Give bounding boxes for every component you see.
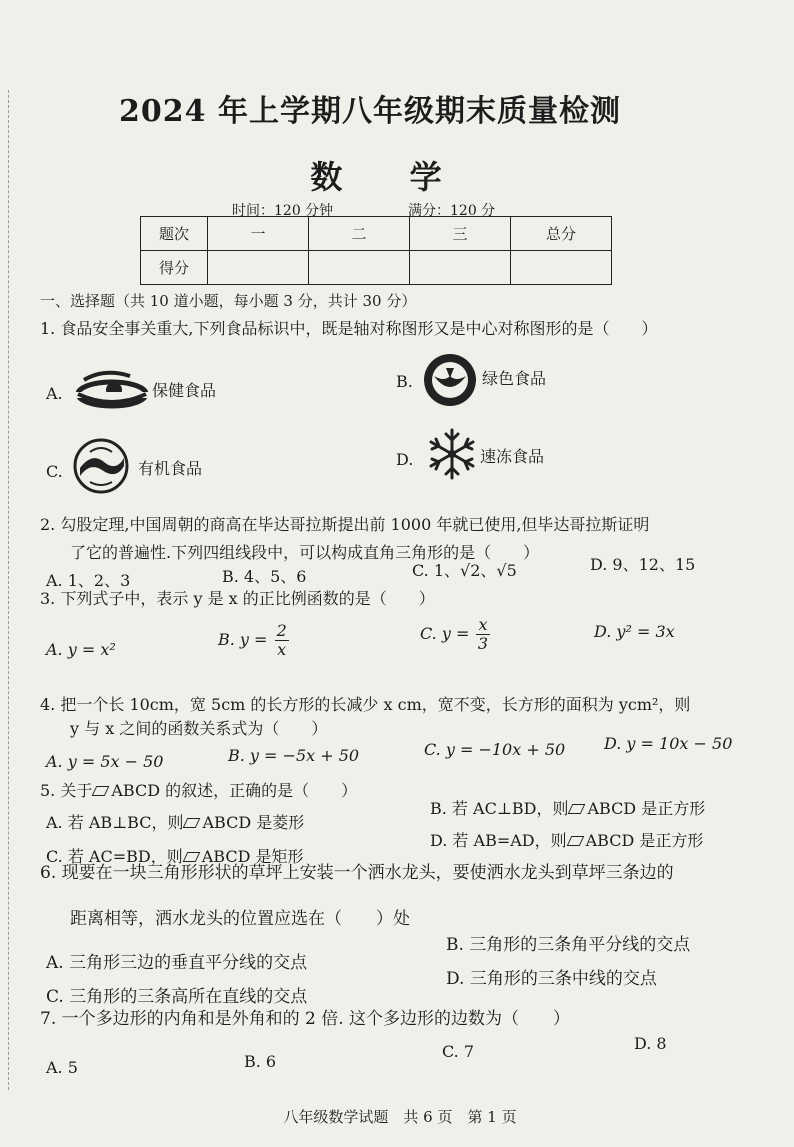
fraction-denominator: 3 [477,634,489,653]
q6-option-c: C. 三角形的三条高所在直线的交点 [46,987,308,1007]
page-footer: 八年级数学试题 共 6 页 第 1 页 [283,1108,517,1126]
score-table [140,216,612,285]
q4-option-c: C. y = −10x + 50 [424,740,566,759]
question-6-stem-line2: 距离相等，洒水龙头的位置应选在（ ）处 [70,909,410,929]
score-table-header-row [141,217,612,251]
organic-food-logo-icon [72,438,130,494]
score-cell: 题次 [141,217,208,251]
question-5-stem [40,778,357,801]
q5-option-c-part1: C. 若 AC=BD，则 [46,847,183,866]
q6-option-a: A. 三角形三边的垂直平分线的交点 [46,953,308,973]
q3-option-c-fraction [476,616,489,653]
question-4-stem-line2: y 与 x 之间的函数关系式为（ ） [70,719,328,738]
score-input-cell [208,251,309,285]
q5-option-b-part1: B. 若 AC⊥BD，则 [430,799,569,818]
q5-option-a-part2: ABCD 是菱形 [202,813,305,832]
score-cell: 总分 [511,217,612,251]
q2-option-c: C. 1、√2、√5 [412,561,517,580]
fraction-numerator: 2 [276,621,287,640]
q4-option-a: A. y = 5x − 50 [46,752,164,771]
snowflake-icon [426,428,478,480]
q5-stem-part1: 5. 关于 [40,781,93,800]
q1-option-d-text: 速冻食品 [480,447,545,466]
q1-option-c-label: C. [46,462,63,481]
score-table-score-row [141,251,612,285]
fraction-numerator: x [478,615,488,634]
parallelogram-icon [568,804,586,814]
parallelogram-icon [183,818,201,828]
q6-option-d: D. 三角形的三条中线的交点 [446,969,657,989]
q5-stem-part2: ABCD 的叙述，正确的是（ ） [111,781,358,800]
q3-option-c [420,616,492,653]
q7-option-a: A. 5 [46,1058,78,1077]
fraction-denominator: x [277,640,287,659]
q4-option-d: D. y = 10x − 50 [604,734,733,753]
page-title: 2024 年上学期八年级期末质量检测 [119,94,621,129]
q5-option-c-part2: ABCD 是矩形 [201,847,304,866]
q1-option-b-text: 绿色食品 [482,369,547,388]
q3-option-b-fraction [275,622,289,659]
q5-option-b-part2: ABCD 是正方形 [587,799,706,818]
q2-option-b: B. 4、5、6 [222,567,307,586]
green-food-logo-icon [422,352,478,408]
binding-line [8,90,9,1090]
question-1-stem: 1. 食品安全事关重大,下列食品标识中，既是轴对称图形又是中心对称图形的是（ ） [40,319,658,338]
score-cell: 三 [410,217,511,251]
q1-option-b-label: B. [396,372,413,391]
q1-option-a-label: A. [46,384,63,403]
q3-option-b [218,622,291,659]
q1-option-a-text: 保健食品 [152,381,217,400]
section-heading: 一、选择题（共 10 道小题，每小题 3 分，共计 30 分） [40,292,417,310]
exam-time: 时间：120 分钟 [232,203,334,219]
question-7-stem: 7. 一个多边形的内角和是外角和的 2 倍. 这个多边形的边数为（ ） [40,1009,571,1029]
q2-option-a: A. 1、2、3 [46,571,131,590]
q5-option-a-part1: A. 若 AB⊥BC，则 [46,813,184,832]
q2-option-d: D. 9、12、15 [590,555,696,574]
subject-title: 数 学 [310,158,470,196]
q1-option-d-label: D. [396,450,414,469]
parallelogram-icon [92,786,110,796]
question-4-stem-line1: 4. 把一个长 10cm，宽 5cm 的长方形的长减少 x cm，宽不变，长方形的面积为 ycm²，则 [40,695,691,714]
q5-option-d-part1: D. 若 AB=AD，则 [430,831,567,850]
q7-option-d: D. 8 [634,1034,667,1053]
q6-option-b: B. 三角形的三条角平分线的交点 [446,935,691,955]
question-2-stem-line1: 2. 勾股定理,中国周朝的商高在毕达哥拉斯提出前 1000 年就已使用,但毕达哥拉斯证明 [40,515,650,534]
score-cell: 二 [309,217,410,251]
health-food-logo-icon [74,366,150,412]
q3-option-c-label: C. y = [420,624,470,643]
question-3-stem: 3. 下列式子中，表示 y 是 x 的正比例函数的是（ ） [40,589,435,608]
full-score: 满分：120 分 [408,203,496,219]
score-input-cell [511,251,612,285]
score-cell: 一 [208,217,309,251]
q3-option-a: A. y = x² [46,640,116,659]
q1-option-c-text: 有机食品 [138,459,203,478]
q7-option-c: C. 7 [442,1042,475,1061]
q5-option-d-part2: ABCD 是正方形 [585,831,704,850]
score-input-cell [410,251,511,285]
q3-option-b-label: B. y = [218,630,268,649]
q7-option-b: B. 6 [244,1052,277,1071]
question-2-stem-line2: 了它的普遍性.下列四组线段中，可以构成直角三角形的是（ ） [70,543,540,562]
q5-option-a [46,810,304,833]
score-cell: 得分 [141,251,208,285]
q5-option-d [430,828,703,851]
q3-option-d: D. y² = 3x [594,622,675,641]
q5-option-b [430,796,705,819]
q4-option-b: B. y = −5x + 50 [228,746,360,765]
score-input-cell [309,251,410,285]
parallelogram-icon [566,836,584,846]
question-6-stem-line1: 6. 现要在一块三角形形状的草坪上安装一个洒水龙头，要使洒水龙头到草坪三条边的 [40,863,674,883]
